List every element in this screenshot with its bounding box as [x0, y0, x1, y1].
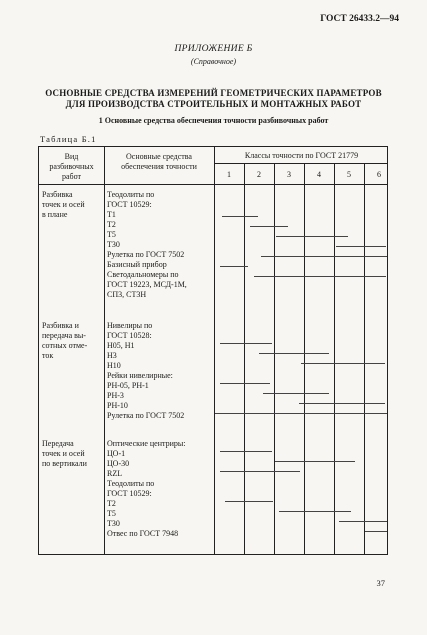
range-mark: [365, 531, 387, 532]
header-work-type: Вид разбивочных работ: [49, 152, 94, 181]
range-mark: [336, 246, 386, 247]
range-mark: [301, 363, 385, 364]
range-mark: [299, 403, 385, 404]
range-mark: [276, 236, 348, 237]
means-list-plan: Теодолиты по ГОСТ 10529: Т1 Т2 Т5 Т30 Рулетка по ГОСТ 7502 Базисный прибор Светодальномеры по ГОСТ 19223, МСД-1М, СП3, СТ3Н: [107, 190, 187, 299]
class-4: 4: [317, 170, 321, 179]
range-mark: [225, 501, 273, 502]
class-2: 2: [257, 170, 261, 179]
appendix-subtitle: (Справочное): [190, 57, 237, 66]
work-type-plan: Разбивка точек и осей в плане: [42, 190, 85, 219]
main-title-line-2: ДЛЯ ПРОИЗВОДСТВА СТРОИТЕЛЬНЫХ И МОНТАЖНЫХ РАБОТ: [65, 99, 362, 109]
range-mark: [220, 383, 270, 384]
range-mark: [220, 451, 272, 452]
range-mark: [220, 266, 248, 267]
range-mark: [222, 216, 258, 217]
range-mark: [275, 461, 355, 462]
work-type-vertical: Передача точек и осей по вертикали: [42, 439, 87, 468]
work-type-height: Разбивка и передача вы- сотных отме- ток: [42, 321, 88, 360]
range-mark: [220, 471, 300, 472]
header-classes: Классы точности по ГОСТ 21779: [244, 151, 359, 160]
range-mark: [263, 393, 329, 394]
range-mark: [250, 226, 288, 227]
range-mark: [261, 256, 387, 257]
appendix-title: ПРИЛОЖЕНИЕ Б: [174, 44, 253, 54]
range-mark: [339, 521, 387, 522]
section-title: 1 Основные средства обеспечения точности разбивочных работ: [98, 116, 329, 125]
range-mark: [254, 276, 386, 277]
document-code: ГОСТ 26433.2—94: [320, 14, 399, 24]
header-means: Основные средства обеспечения точности: [121, 152, 197, 171]
range-mark: [259, 353, 329, 354]
table-label: Таблица Б.1: [40, 134, 97, 144]
range-mark: [279, 511, 351, 512]
page-number: 37: [376, 578, 385, 588]
class-3: 3: [287, 170, 291, 179]
class-1: 1: [227, 170, 231, 179]
means-list-vertical: Оптические центриры: ЦО-1 ЦО-30 RZL Теодолиты по ГОСТ 10529: Т2 Т5 Т30 Отвес по ГОСТ 7948: [107, 439, 186, 538]
range-mark: [220, 343, 272, 344]
class-6: 6: [377, 170, 381, 179]
range-mark: [215, 413, 387, 414]
class-5: 5: [347, 170, 351, 179]
accuracy-table: [38, 146, 388, 555]
main-title-line-1: ОСНОВНЫЕ СРЕДСТВА ИЗМЕРЕНИЙ ГЕОМЕТРИЧЕСКИХ ПАРАМЕТРОВ: [45, 88, 382, 98]
means-list-height: Нивелиры по ГОСТ 10528: Н05, Н1 Н3 Н10 Рейки нивелирные: РН-05, РН-1 РН-3 РН-10 Рулетка по ГОСТ 7502: [107, 321, 185, 420]
